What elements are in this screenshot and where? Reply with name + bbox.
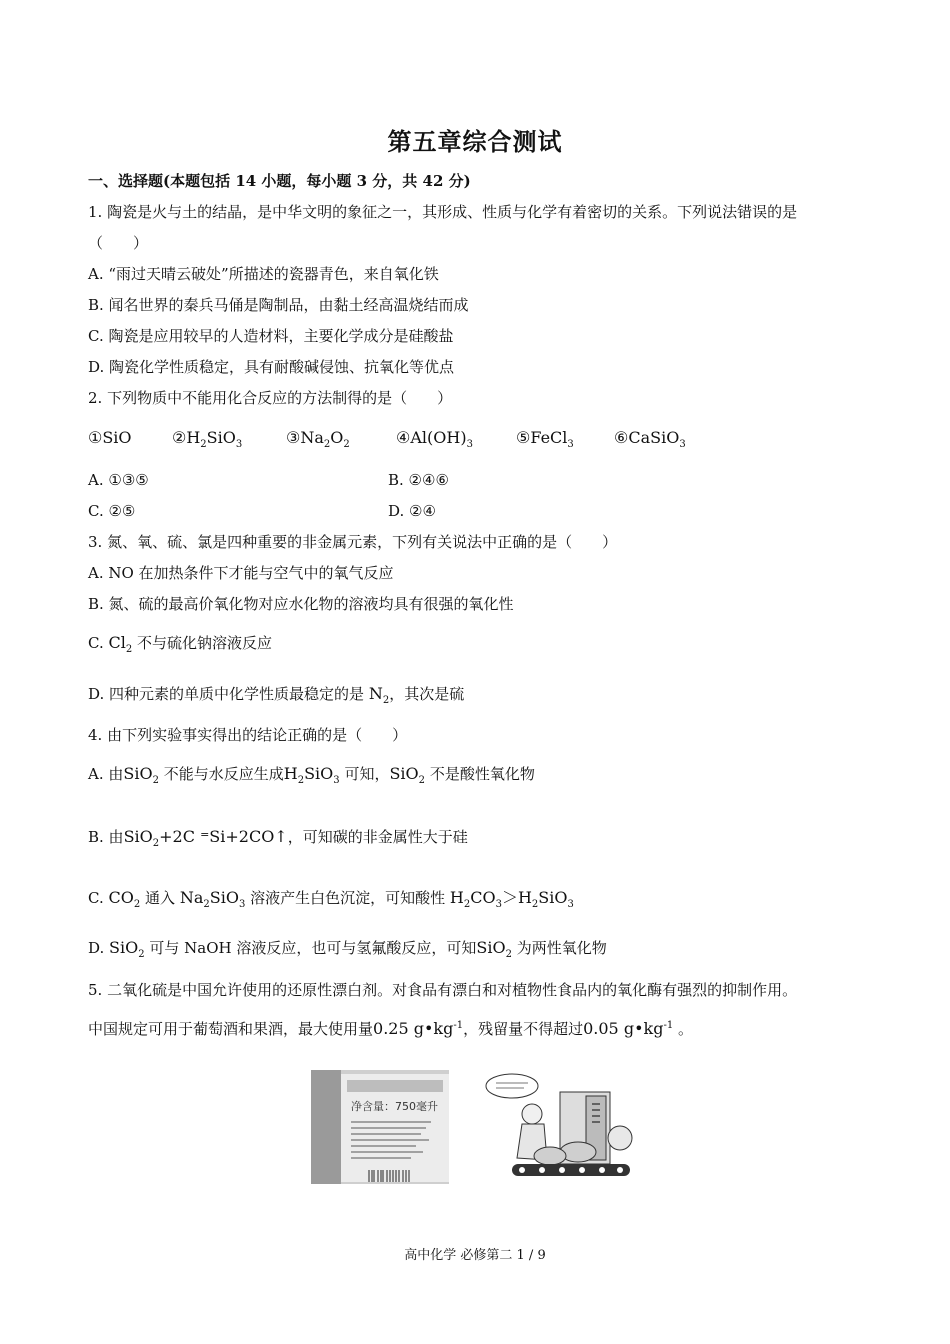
- q2-option-c: C. ②⑤: [88, 502, 136, 520]
- q2-option-d: D. ②④: [388, 502, 436, 520]
- q4-option-d: D. SiO$_2$ 可与 NaOH 溶液反应，也可与氢氟酸反应，可知SiO$_2$ 为两性氧化物: [88, 938, 607, 960]
- q1-stem: 1. 陶瓷是火与土的结晶，是中华文明的象征之一，其形成、性质与化学有着密切的关系。下列说法错误的是: [88, 203, 798, 221]
- q1-option-b: B. 闻名世界的秦兵马俑是陶制品，由黏土经高温烧结而成: [88, 296, 469, 314]
- q2-substance-list: ①SiO $②H_2SiO_3$ $③Na_2O_2$ $④Al(OH)_3$ ⑤FeCl$_3$ ⑥CaSiO$_3$: [88, 428, 686, 450]
- label-net-content: 净含量：750毫升: [351, 1100, 438, 1113]
- q3-option-d: D. 四种元素的单质中化学性质最稳定的是 $N_2$，其次是硫: [88, 684, 465, 706]
- q1-blank: （ ）: [88, 234, 149, 252]
- page-footer: 高中化学 必修第二 1 / 9: [404, 1248, 546, 1263]
- q3-option-c: C. $Cl_2$ 不与硫化钠溶液反应: [88, 633, 273, 655]
- q2-stem: 2. 下列物质中不能用化合反应的方法制得的是（ ）: [88, 389, 453, 407]
- q1-option-a: A. “雨过天晴云破处”所描述的瓷器青色，来自氧化铁: [88, 265, 439, 283]
- wine-label-photo: [311, 1070, 449, 1184]
- q3-option-b: B. 氮、硫的最高价氧化物对应水化物的溶液均具有很强的氧化性: [88, 595, 514, 613]
- q3-option-a: A. NO 在加热条件下才能与空气中的氧气反应: [88, 564, 394, 582]
- page-title: 第五章综合测试: [387, 127, 563, 156]
- q4-option-a: A. 由SiO$_2$ 不能与水反应生成$H_2SiO_3$ 可知，SiO$_2$ 不是酸性氧化物: [88, 764, 535, 786]
- sulfur-dioxide-cartoon: [482, 1068, 642, 1186]
- q2-option-a: A. ①③⑤: [88, 471, 149, 489]
- q4-stem: 4. 由下列实验事实得出的结论正确的是（ ）: [88, 726, 408, 744]
- q2-option-b: B. ②④⑥: [388, 471, 449, 489]
- q1-option-d: D. 陶瓷化学性质稳定，具有耐酸碱侵蚀、抗氧化等优点: [88, 358, 455, 376]
- q3-stem: 3. 氮、氧、硫、氯是四种重要的非金属元素，下列有关说法中正确的是（ ）: [88, 533, 618, 551]
- q1-option-c: C. 陶瓷是应用较早的人造材料，主要化学成分是硅酸盐: [88, 327, 454, 345]
- section-heading: 一、选择题(本题包括 14 小题，每小题 3 分，共 42 分): [88, 172, 471, 190]
- q5-line2: 中国规定可用于葡萄酒和果酒，最大使用量0.25 $g•kg^{-1}$，残留量不得超过0.05 $g•kg^{-1}$ 。: [88, 1019, 693, 1038]
- q4-option-b: B. 由SiO$_2$+2C =Si+2CO↑，可知碳的非金属性大于硅: [88, 827, 468, 849]
- q4-option-c: C. $CO_2$ 通入 $Na_2SiO_3$ 溶液产生白色沉淀，可知酸性 $H_2CO_3>H_2SiO_3$: [88, 888, 574, 910]
- q5-line1: 5. 二氧化硫是中国允许使用的还原性漂白剂。对食品有漂白和对植物性食品内的氧化酶有强烈的抑制作用。: [88, 981, 798, 999]
